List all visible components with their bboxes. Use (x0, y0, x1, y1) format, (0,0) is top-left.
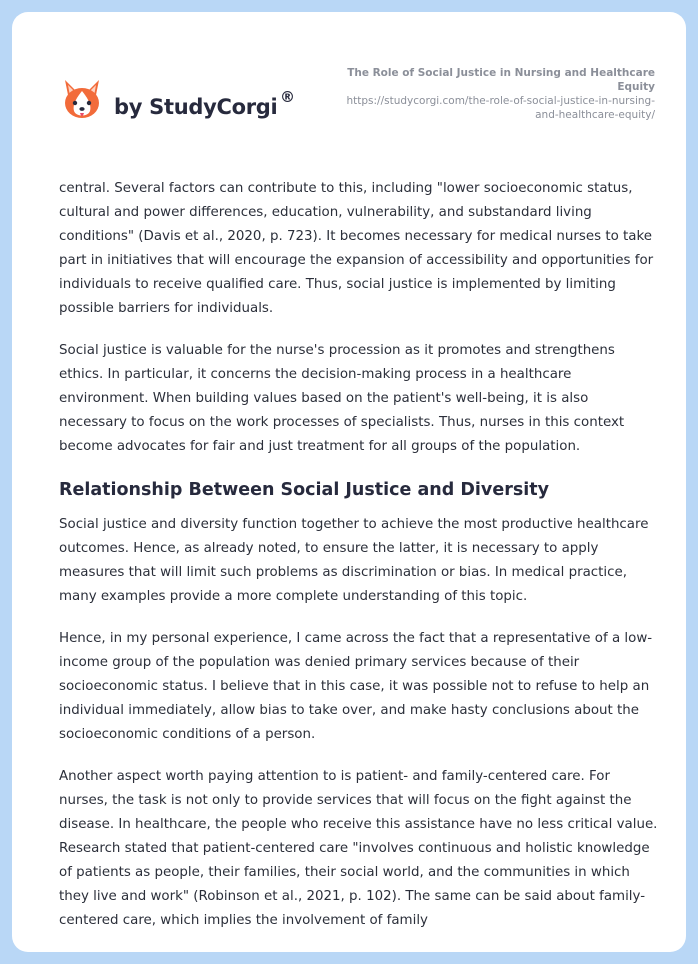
paragraph: Hence, in my personal experience, I came across the fact that a representative of a low-income group of the population was denied primary services because of their socioeconomic status. I believe that in this case, it was possible not to refuse to help an individual immediately, allow bias to take over, and make hasty conclusions about the socioeconomic conditions of a person. (59, 631, 653, 742)
document-url-line-1[interactable]: https://studycorgi.com/the-role-of-social-justice-in-nursing- (346, 95, 655, 107)
logo-text: by StudyCorgi (114, 95, 278, 119)
document-title-line-1: The Role of Social Justice in Nursing and Healthcare (347, 67, 655, 79)
document-url-line-2[interactable]: and-healthcare-equity/ (535, 109, 655, 121)
section-heading: Relationship Between Social Justice and Diversity (59, 480, 550, 500)
page-header (12, 12, 686, 162)
paragraph: Social justice and diversity function together to achieve the most productive healthcare outcomes. Hence, as already noted, to ensure the latter, it is necessary to apply measures that will limit such problems as discrimination or bias. In medical practice, many examples provide a more complete understanding of this topic. (59, 517, 649, 604)
registered-mark: ® (280, 88, 295, 106)
document-page (12, 12, 686, 952)
document-title-line-2: Equity (617, 81, 655, 93)
paragraph: central. Several factors can contribute to this, including "lower socioeconomic status, cultural and power differences, education, vulnerability, and substandard living conditions" (Davis et al., 2020, p. 723). It becomes necessary for medical nurses to take part in initiatives that will encourage the expansion of accessibility and opportunities for individuals to receive qualified care. Thus, social justice is implemented by limiting possible barriers for individuals. (59, 181, 654, 316)
corgi-logo-icon (61, 76, 103, 122)
paragraph: Another aspect worth paying attention to is patient- and family-centered care. For nurses, the task is not only to provide services that will focus on the fight against the disease. In healthcare, the people who receive this assistance have no less critical value. Research stated that patient-centered care "involves continuous and holistic knowledge of patients as people, their families, their social world, and the communities in which they live and work" (Robinson et al., 2021, p. 102). The same can be said about family-centered care, which implies the involvement of family (59, 769, 658, 928)
studycorgi-logo[interactable] (61, 76, 321, 126)
paragraph: Social justice is valuable for the nurse's procession as it promotes and strengthens ethics. In particular, it concerns the decision-making process in a healthcare environment. When building values based on the patient's well-being, it is also necessary to focus on the work processes of specialists. Thus, nurses in this context become advocates for fair and just treatment for all groups of the population. (59, 343, 625, 454)
article-body (59, 177, 659, 951)
document-meta (295, 66, 655, 122)
